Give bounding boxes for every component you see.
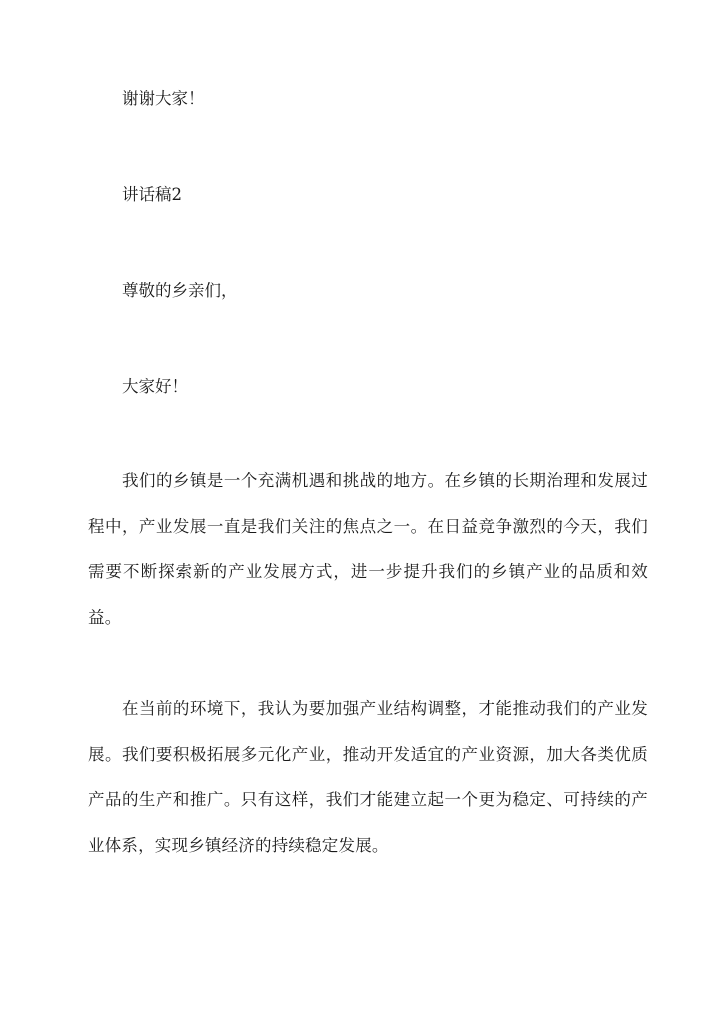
greeting-line: 大家好！ bbox=[122, 377, 188, 396]
body-paragraph-2: 在当前的环境下，我认为要加强产业结构调整，才能推动我们的产业发展。我们要积极拓展多元化产业，推动开发适宜的产业资源，加大各类优质产品的生产和推广。只有这样，我们才能建立起一个更为稳定、可持续的产业体系，实现乡镇经济的持续稳定发展。 bbox=[88, 699, 648, 855]
salutation-line: 尊敬的乡亲们， bbox=[122, 281, 238, 300]
body-paragraph-1: 我们的乡镇是一个充满机遇和挑战的地方。在乡镇的长期治理和发展过程中，产业发展一直是我们关注的焦点之一。在日益竞争激烈的今天，我们需要不断探索新的产业发展方式，进一步提升我们的乡镇产业的品质和效益。 bbox=[88, 471, 648, 627]
closing-line: 谢谢大家！ bbox=[122, 89, 205, 108]
speech-title: 讲话稿2 bbox=[122, 185, 182, 204]
